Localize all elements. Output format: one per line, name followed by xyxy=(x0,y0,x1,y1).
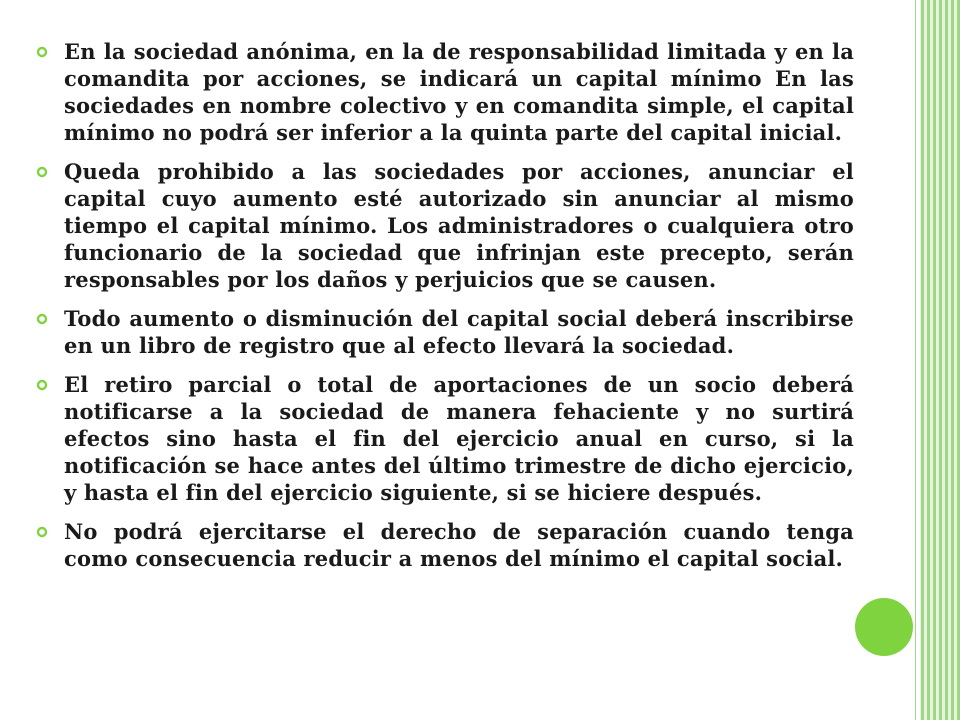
bullet-item xyxy=(36,38,854,146)
bullet-item xyxy=(36,518,854,572)
ring-bullet-icon xyxy=(36,379,48,391)
bullet-list xyxy=(36,38,854,584)
decorative-stripes xyxy=(915,0,960,720)
ring-bullet-icon xyxy=(36,166,48,178)
bullet-item xyxy=(36,158,854,293)
bullet-text: No podrá ejercitarse el derecho de separación cuando tenga como consecuencia reducir a menos del mínimo el capital social. xyxy=(64,519,854,571)
bullet-item xyxy=(36,305,854,359)
decorative-circle xyxy=(855,598,913,656)
bullet-text: Queda prohibido a las sociedades por acciones, anunciar el capital cuyo aumento esté autorizado sin anunciar al mismo tiempo el capital mínimo. Los administradores o cualquiera otro funcionario de la sociedad que infrinjan este precepto, serán responsables por los daños y perjuicios que se causen. xyxy=(64,159,854,292)
stripe-divider xyxy=(916,0,920,720)
bullet-text: En la sociedad anónima, en la de responsabilidad limitada y en la comandita por acciones, se indicará un capital mínimo En las sociedades en nombre colectivo y en comandita simple, el capital mínimo no podrá ser inferior a la quinta parte del capital inicial. xyxy=(64,39,854,145)
ring-bullet-icon xyxy=(36,526,48,538)
ring-bullet-icon xyxy=(36,313,48,325)
bullet-text: El retiro parcial o total de aportaciones de un socio deberá notificarse a la sociedad de manera fehaciente y no surtirá efectos sino hasta el fin del ejercicio anual en curso, si la notificación se hace antes del último trimestre de dicho ejercicio, y hasta el fin del ejercicio siguiente, si se hiciere después. xyxy=(64,372,854,505)
ring-bullet-icon xyxy=(36,46,48,58)
bullet-item xyxy=(36,371,854,506)
bullet-text: Todo aumento o disminución del capital social deberá inscribirse en un libro de registro que al efecto llevará la sociedad. xyxy=(64,306,854,358)
